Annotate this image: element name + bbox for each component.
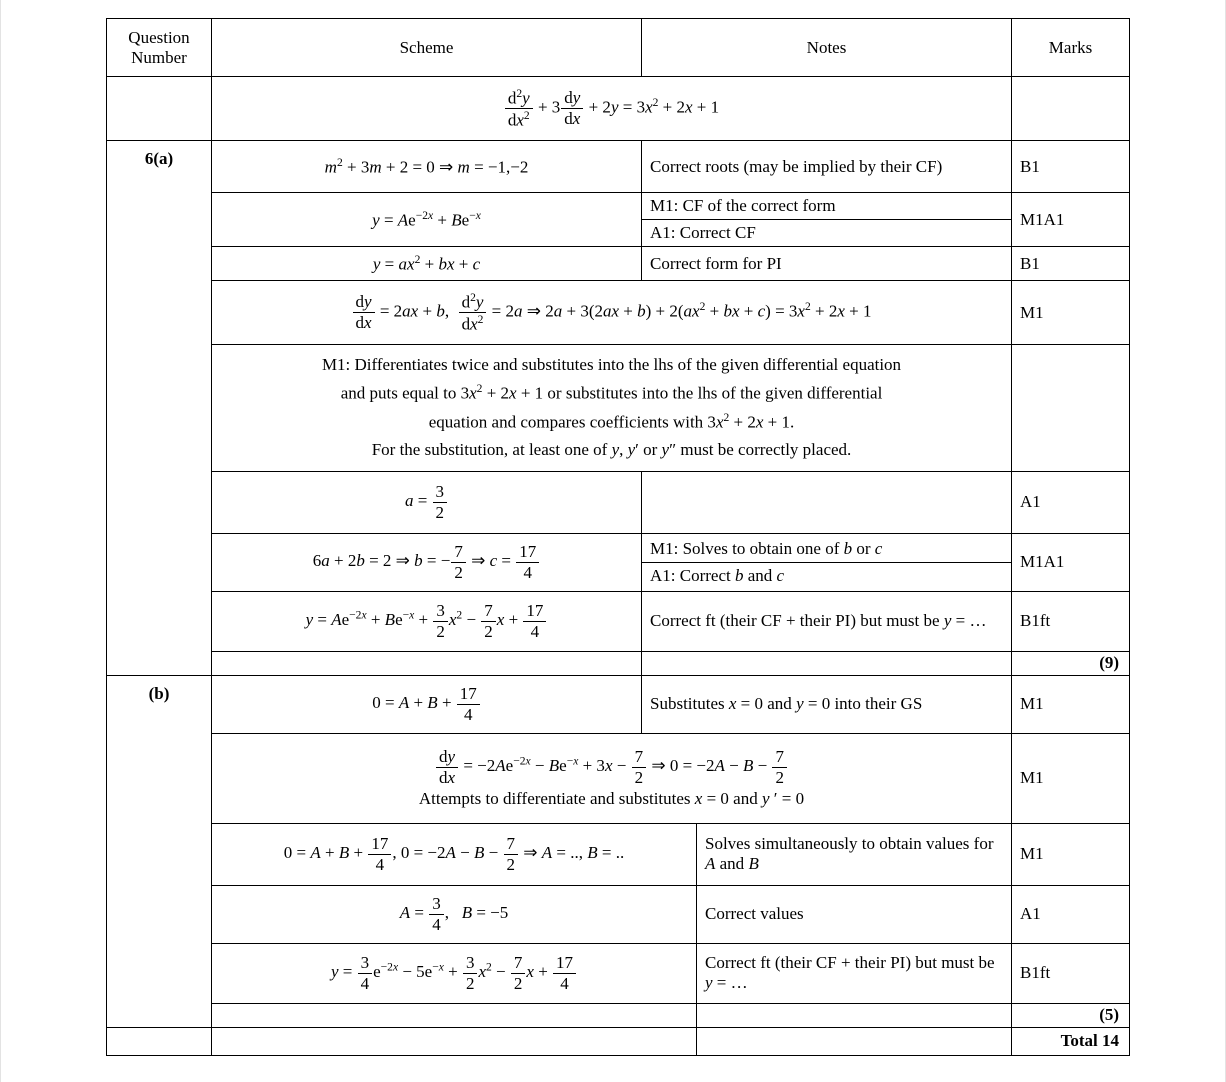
row-total [107,1027,1130,1055]
notes-split [642,536,1011,589]
total-marks: Total 14 [1012,1027,1130,1055]
marks-cell: A1 [1012,471,1130,533]
scheme-cell [212,1027,697,1055]
row-subtotal-b [107,1003,1130,1027]
row-given-equation [107,77,1130,141]
notes-cell: Correct ft (their CF + their PI) but must be y = … [697,943,1012,1003]
notes-cell: Solves simultaneously to obtain values for A and B [697,823,1012,885]
notes-cell [642,471,1012,533]
scheme-cell [212,1003,697,1027]
notes-line-m1: M1: CF of the correct form [642,193,1011,220]
notes-cell: Correct values [697,885,1012,943]
marks-cell: B1ft [1012,591,1130,651]
row-cf [107,193,1130,247]
mark-scheme-page [1,0,1226,1082]
row-roots [107,141,1130,193]
marks-cell: M1 [1012,823,1130,885]
notes-cell [697,1003,1012,1027]
scheme-cell: 0 = A + B + $\frac{17}{4}$ [212,675,642,733]
marks-cell [1012,77,1130,141]
row-a-value [107,471,1130,533]
scheme-cell: 6a + 2b = 2 ⇒ b = − $\frac{7}{2}$ ⇒ c = $\frac{17}{4}$ [212,533,642,591]
row-bc-values [107,533,1130,591]
marks-cell: M1A1 [1012,193,1130,247]
notes-line-a1: A1: Correct CF [650,223,756,242]
header-scheme: Scheme [212,19,642,77]
scheme-cell: 0 = A + B + $\frac{17}{4}$ , 0 = −2A − B − $\frac{7}{2}$ ⇒ A = .., B = .. [212,823,697,885]
mark-scheme-table [106,18,1130,1056]
marks-cell [1012,345,1130,472]
notes-cell: Correct roots (may be implied by their CF) [642,141,1012,193]
header-question-number: Question Number [107,19,212,77]
marks-cell: B1ft [1012,943,1130,1003]
notes-line-m1: M1: Solves to obtain one of b or c [642,536,1011,563]
scheme-cell: $m^2 + 3m + 2 = 0$ ⇒ m = −1,−2 [212,141,642,193]
scheme-cell: $y = ax^2$ + bx + c [212,247,642,281]
marks-cell: M1A1 [1012,533,1130,591]
subtotal-a: (9) [1012,651,1130,675]
row-substitution [107,281,1130,345]
subtotal-b: (5) [1012,1003,1130,1027]
scheme-cell [212,733,1012,823]
row-pi-form [107,247,1130,281]
question-cell-6a: 6(a) [107,141,212,676]
m1-explanation-text: M1: Differentiates twice and substitutes into the lhs of the given differential equation and puts equal to $3x^2 + 2x + 1$ or substitutes into the lhs of the given differential equation and compares coefficients with $3x^2 + 2x + 1$. For the substitution, at least one of y, y′ or y″ must be correctly placed. [212,345,1012,472]
notes-cell: Substitutes x = 0 and y = 0 into their GS [642,675,1012,733]
row-b-final-solution [107,943,1130,1003]
marks-cell: M1 [1012,733,1130,823]
row-b-substitute [107,675,1130,733]
row-b-differentiate [107,733,1130,823]
notes-split [642,193,1011,246]
row-m1-explanation [107,345,1130,472]
scheme-cell: $\frac{dy}{dx}$ = 2ax + b, $\frac{d^2y}{dx^2}$ = 2a ⇒ $2a + 3(2ax + b) + 2(ax^2$ + bx + $c) = 3x^2 + 2x + 1$ [212,281,1012,345]
marks-cell: B1 [1012,141,1130,193]
header-marks: Marks [1012,19,1130,77]
notes-cell [642,533,1012,591]
derivative-equation: $\frac{dy}{dx}$ = $-2Ae^{-2x} - Be^{-x} + 3x$ − $\frac{7}{2}$ ⇒ 0 = −2A − B − $\frac{7}{2}$ [220,747,1003,787]
notes-cell: Correct ft (their CF + their PI) but must be y = … [642,591,1012,651]
scheme-cell: y = $\frac{3}{4}$ $e^{-2x} - 5e^{-x}$ + $\frac{3}{2}$ $x^2$ − $\frac{7}{2}$ x + $\frac{17}{4}$ [212,943,697,1003]
marks-cell: A1 [1012,885,1130,943]
scheme-cell [212,651,642,675]
notes-cell: Correct form for PI [642,247,1012,281]
notes-cell [697,1027,1012,1055]
row-b-values [107,885,1130,943]
marks-cell: B1 [1012,247,1130,281]
question-cell [107,1027,212,1055]
marks-cell: M1 [1012,675,1130,733]
question-cell-b: (b) [107,675,212,1027]
row-subtotal-a [107,651,1130,675]
notes-line-a1: A1: Correct b and c [650,565,785,585]
header-notes: Notes [642,19,1012,77]
row-general-solution [107,591,1130,651]
header-row [107,19,1130,77]
marks-cell: M1 [1012,281,1130,345]
scheme-cell: A = $\frac{3}{4}$ , B = −5 [212,885,697,943]
scheme-cell: $y = Ae^{-2x} + Be^{-x}$ [212,193,642,247]
scheme-cell: $\frac{d^2y}{dx^2}$ + 3 $\frac{dy}{dx}$ + $2y = 3x^2 + 2x + 1$ [212,77,1012,141]
derivative-caption: Attempts to differentiate and substitutes x = 0 and y ′ = 0 [418,789,805,809]
notes-cell [642,651,1012,675]
row-b-simultaneous [107,823,1130,885]
scheme-cell: $y = Ae^{-2x} + Be^{-x}$ + $\frac{3}{2}$ $x^2$ − $\frac{7}{2}$ x + $\frac{17}{4}$ [212,591,642,651]
notes-cell [642,193,1012,247]
scheme-cell: a = $\frac{3}{2}$ [212,471,642,533]
question-cell [107,77,212,141]
